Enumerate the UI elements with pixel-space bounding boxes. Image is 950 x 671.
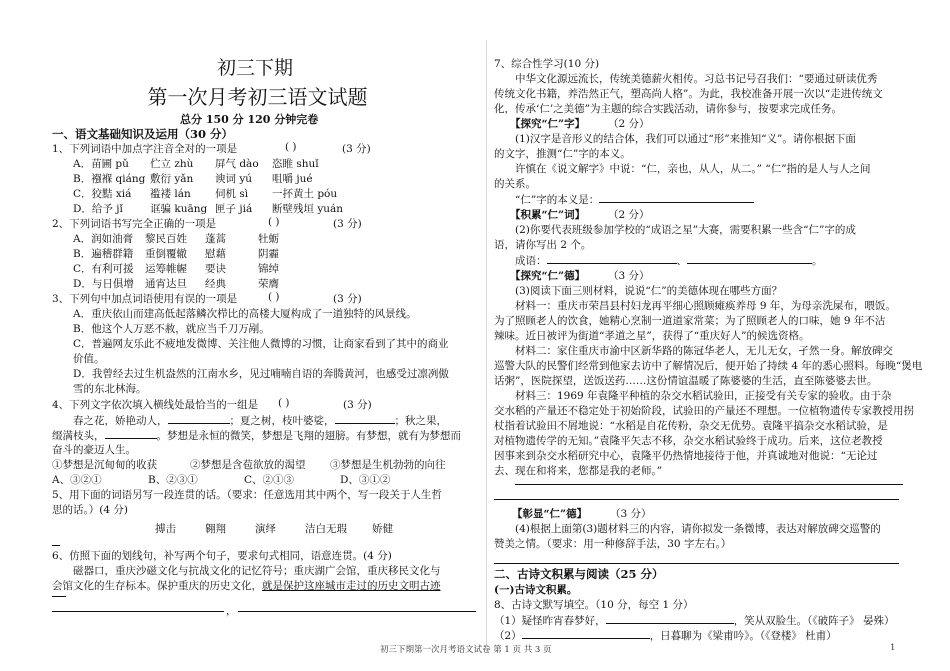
answer-blank[interactable] (168, 412, 230, 424)
column-divider (486, 40, 487, 645)
q4-points: (3 分) (343, 399, 372, 411)
option: 牡蛎 (258, 233, 279, 245)
material-1: 为了照顾老人的饮食，她精心烹制一道道家常菜；为了照顾老人的口味，她 9 年不沾 (494, 315, 886, 327)
page-number: 1 (890, 643, 896, 653)
material-3: 交水稻的产量还不稳定处于初始阶段，试验田的产量还不理想。一位植物遗传专家教授用拐 (494, 405, 914, 417)
page-footer: 初三下期第一次月考语文试卷 第 1 页 共 3 页 (380, 645, 552, 655)
q7-intro-line1: 中华文化源远流长，传统美德薪火相传。习总书记号召我们：“要通过研读优秀 (515, 73, 878, 85)
q8-line1: （1）疑怪昨宵春梦好， ，笑从双脸生。（《破阵子》 晏殊） (494, 612, 895, 628)
option: 阴霾 (258, 248, 279, 260)
word: 搏击 (155, 523, 176, 535)
option: D．与日俱增 (73, 278, 134, 290)
option: 伫立 zhù (150, 158, 194, 170)
q2-points: (3 分) (333, 218, 362, 230)
q3-option-a: A．重庆依山而建高低起落鳞次栉比的高楼大厦构成了一道独特的风景线。 (73, 308, 417, 320)
option: 通宵达旦 (145, 278, 187, 290)
q7-1-line2: 的文字，推测“仁”字的本义。 (494, 148, 631, 160)
q7-2-line1: (2)你要代表班级参加学校的“成语之星”大赛，需要积累一些含“仁”字的成 (515, 224, 856, 236)
option: 慰藉 (205, 248, 226, 260)
part2-heading: 二、古诗文积累与阅读（25 分） (494, 567, 664, 581)
q4-passage-line2: 缀满枝头， 。梦想是永恒的微笑，梦想是飞翔的翅膀。有梦想，就有为梦想而 (52, 427, 461, 443)
q7-4-line1: (4)根据上面第(3)题材料三的内容，请你拟发一条微博，表达对解放碑交巡警的 (515, 523, 881, 535)
underlined-model-sentence: 就是保护这座城市走过的历史文明古迹 (262, 580, 441, 592)
q7-4-line2: 赞美之情。（要求：用一种修辞手法，30 字左右。） (494, 538, 732, 550)
q7-1-answer: “仁”字的本义是： (515, 191, 754, 207)
q6-text-line2: 会馆文化的生存标本。保护重庆的历史文化，就是保护这座城市走过的历史文明古迹 (52, 580, 441, 592)
q7-intro-line2: 传统文化书籍，养浩然正气，塑高尚人格”。为此，我校准备开展一次以“走进传统文 (494, 88, 883, 100)
q5-stem: 5、用下面的词语另写一段连贯的话。（要求：任意选用其中两个，写一段关于人生哲 (52, 489, 442, 501)
answer-line[interactable] (515, 484, 903, 485)
material-1: 辣味。近日被评为街道“孝道之星”，获得了“重庆好人”的候选资格。 (494, 330, 810, 342)
q7-3-prompt: (3)阅读下面三则材料，说说“仁”的美德体现在哪些方面？ (515, 285, 783, 297)
q4-passage-line3: 奋斗的豪迈人生。 (52, 444, 136, 456)
answer-blank[interactable] (599, 191, 754, 203)
q7-intro-line3: 化，传承‘仁’之美德”为主题的综合实践活动，请你参与，按要求完成任务。 (494, 103, 843, 115)
choice: D、③①② (340, 474, 391, 486)
points: （2 分） (608, 118, 650, 130)
material-2: 话粥”，医院探望，送饭送药……这份情谊温暖了陈婆婆的生活，直至陈婆婆去世。 (494, 375, 878, 387)
option: 蓬蒿 (205, 233, 226, 245)
material-2: 巡警大队的民警们经常到他家去访中了解情况后，便开始了持续 4 年的悉心照料。每晚“煲电 (494, 360, 923, 372)
section-explore-ren-virtue: 【探究“仁”德】 (510, 270, 586, 282)
q1-stem: 1、下列词语中加点字注音全对的一项是 (52, 143, 238, 155)
points: （2 分） (608, 209, 650, 221)
score-time-line: 总分 150 分 120 分钟完卷 (180, 113, 319, 126)
material-3: 去、现在和将来，您都是我的老师。” (494, 465, 663, 477)
option: 伺机 sì (215, 188, 249, 200)
points: （3 分） (610, 508, 652, 520)
material-3: 材料三：1969 年袁隆平种植的杂交水稻试验田，正接受有关专家的验收。由于杂 (515, 390, 892, 402)
q3-option-d: D．我曾经去过生机盎然的江南水乡，见过喃喃自语的奔腾黄河，也感受过凛冽傲 (73, 368, 449, 380)
q6-stem: 6、仿照下面的划线句，补写两个句子，要求句式相同，语意连贯。(4 分) (52, 550, 392, 562)
answer-line[interactable] (52, 545, 60, 546)
q4-stem: 4、下列文字依次填入横线处最恰当的一组是 (52, 399, 259, 411)
option: 谀词 yú (215, 173, 253, 185)
material-3: 对植物遗传学的无知。”袁隆平矢志不移，杂交水稻试验终于成功。后来，这位老教授 (494, 435, 883, 447)
answer-blank[interactable] (606, 612, 734, 624)
exam-title-line1: 初三下期 (216, 57, 293, 79)
q1-answer-paren: ( ) (285, 141, 297, 153)
option: 敷衍 yǎn (150, 173, 194, 185)
q1-points: (3 分) (342, 143, 371, 155)
idiom-blank-1[interactable] (547, 252, 677, 264)
q3-option-c: C．普遍网友乐此不疲地发微博、关注他人微博的习惯，让商家看到了其中的商业 (73, 338, 449, 350)
q4-item-3: ③梦想是生机勃勃的向往 (330, 459, 446, 471)
option: B．襁褓 qiáng (73, 173, 146, 185)
choice: A、③②① (52, 474, 102, 486)
q2-stem: 2、下列词语书写完全正确的一项是 (52, 218, 217, 230)
answer-line[interactable] (494, 563, 899, 564)
option: 屏气 dào (215, 158, 259, 170)
option: 褴褛 lán (150, 188, 191, 200)
q3-answer-paren: ( ) (268, 291, 280, 303)
option: A．苗圃 pǔ (73, 158, 129, 170)
exam-title-line2: 第一次月考初三语文试题 (147, 85, 368, 109)
option: 经典 (205, 278, 226, 290)
part1-heading: 一、语文基础知识及运用（30 分） (52, 127, 234, 141)
q8-stem: 8、古诗文默写填空。（10 分，每空 1 分） (494, 599, 694, 611)
option: 咀嚼 jué (272, 173, 313, 185)
q3-option-b: B．他这个人万恶不赦，就应当千刀万剐。 (73, 323, 270, 335)
option: 匣子 jiá (215, 203, 253, 215)
option: 荣膺 (258, 278, 279, 290)
q3-option-c-cont: 价值。 (73, 353, 105, 365)
word: 演绎 (255, 523, 276, 535)
material-1: 材料一：重庆市荣昌县村妇龙再平细心照顾瘫痪养母 9 年，为母亲洗屎布，喂饭。 (515, 300, 896, 312)
section-explore-ren-char: 【探究“仁”字】 (510, 118, 586, 130)
option: 恣睢 shuǐ (272, 158, 319, 170)
part2-subheading: (一)古诗文积累。 (494, 584, 578, 596)
section-collect-ren-words: 【积累“仁”词】 (510, 209, 586, 221)
q5-stem-cont: 思的话。）(4 分) (52, 504, 128, 516)
q3-stem: 3、下列句中加点词语使用有误的一项是 (52, 293, 238, 305)
option: C．狡黠 xiá (73, 188, 132, 200)
choice: C、②①③ (244, 474, 295, 486)
points: （3 分） (608, 270, 650, 282)
option: 要诀 (205, 263, 226, 275)
q7-2-line2: 语，请你写出 2 个。 (494, 239, 592, 251)
word: 翱翔 (205, 523, 226, 535)
option: 重倒覆辙 (145, 248, 187, 260)
option: B．遍稽群籍 (73, 248, 134, 260)
answer-blank[interactable] (335, 412, 395, 424)
section-show-ren-virtue: 【彰显“仁”德】 (512, 508, 588, 520)
answer-line[interactable] (494, 499, 899, 500)
word: 洁白无瑕 (305, 523, 347, 535)
option: 黎民百姓 (145, 233, 187, 245)
q6-text-line1: 磁器口，重庆沙磁文化与抗战文化的记忆符号；重庆湖广会馆，重庆移民文化与 (73, 565, 441, 577)
option: 诓骗 kuāng (150, 203, 208, 215)
option: 断壁残垣 yuán (272, 203, 344, 215)
q2-answer-paren: ( ) (268, 216, 280, 228)
q7-1-line1: (1)汉字是音形义的结合体，我们可以通过“形”来推知“义”。请你根据下面 (515, 133, 856, 145)
q4-item-1: ①梦想是沉甸甸的收获 (52, 459, 157, 471)
option: 运筹帷幄 (145, 263, 187, 275)
answer-blank[interactable] (522, 627, 650, 639)
option: A．润如油膏 (73, 233, 134, 245)
idiom-blank-2[interactable] (687, 252, 812, 264)
q7-stem: 7、综合性学习(10 分) (494, 58, 600, 70)
option: D．给予 jǐ (73, 203, 123, 215)
material-2: 材料二：家住重庆市渝中区新华路的陈冠华老人，无儿无女，孑然一身。解放碑交 (515, 345, 893, 357)
q3-option-d-cont: 雪的东北林海。 (73, 383, 147, 395)
option: C．有利可援 (73, 263, 134, 275)
comma: ， (226, 605, 237, 617)
q7-2-answer: 成语： 、 。 (515, 252, 823, 268)
q4-answer-paren: ( ) (278, 397, 290, 409)
q3-points: (3 分) (333, 293, 362, 305)
answer-line[interactable] (52, 611, 224, 612)
q7-1-line3: 许慎在《说文解字》中说：“仁，亲也，从人，从二。” “仁”指的是人与人之间 (515, 163, 871, 175)
option: 锦绰 (258, 263, 279, 275)
material-3: 因事来到杂交水稻研究中心，袁隆平仍热情地接待于他，并真诚地对他说：“无论过 (494, 450, 878, 462)
material-3: 杖指着试验田不屑地说：“水稻是自花传粉，杂交无优势。袁隆平搞杂交水稻试验，是 (494, 420, 888, 432)
q4-item-2: ②梦想是含苞欲放的渴望 (190, 459, 306, 471)
choice: B、②③① (148, 474, 198, 486)
word: 娇健 (372, 523, 393, 535)
q8-line2: （2） ，日暮聊为《梁甫吟》。（《登楼》 杜甫） (494, 627, 837, 643)
q7-1-line4: 的关系。 (494, 178, 536, 190)
answer-line[interactable] (238, 611, 476, 612)
option: 一抔黄土 póu (272, 188, 338, 200)
q4-passage-line1: 春之花，娇艳动人， ；夏之树，枝叶婆娑， ；秋之果， (73, 412, 447, 428)
answer-line[interactable] (52, 596, 66, 597)
answer-blank[interactable] (105, 427, 157, 439)
